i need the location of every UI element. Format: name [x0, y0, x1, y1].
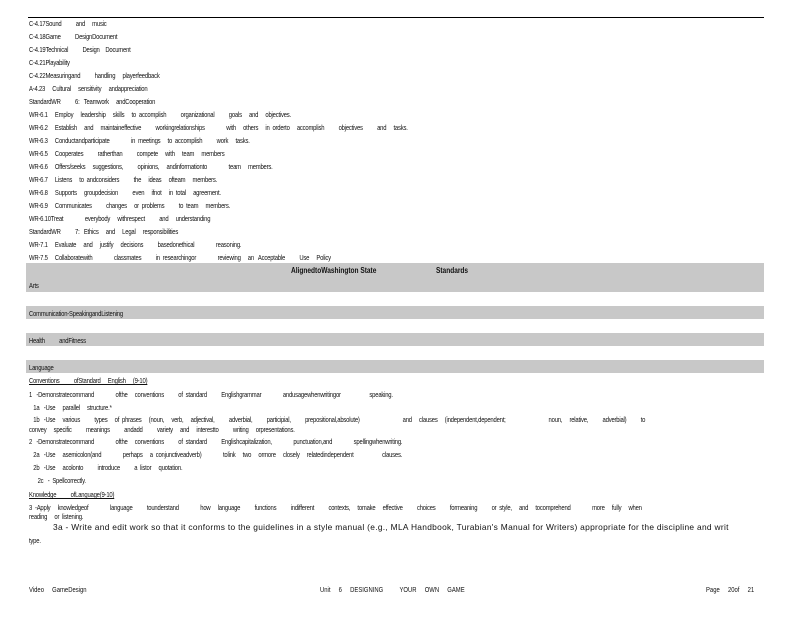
code-line: WR-6.3 Conductandparticipate in meetings to accomplish work tasks.	[29, 136, 250, 145]
standard-line: convey specific meanings andadd variety and interestto writing orpresentations.	[29, 425, 295, 434]
band-label-arts: Arts	[29, 281, 39, 290]
footer-page-number: Page 20of 21	[706, 585, 755, 594]
standard-line: type.	[29, 536, 41, 545]
code-line: A-4.23 Cultural sensitivity andappreciation	[29, 84, 148, 93]
standard-heading: StandardWR 7: Ethics and Legal responsibilities	[29, 227, 179, 236]
health-band	[26, 333, 764, 346]
code-line: WR-6.2 Establish and maintaineffective workingrelationships with others in orderto accomplish objectives and tasks.	[29, 123, 408, 132]
code-line: WR-7.1 Evaluate and justify decisions basedonethical reasoning.	[29, 240, 242, 249]
standard-line: 1a -Use parallel structure.*	[29, 403, 112, 412]
language-band	[26, 360, 764, 373]
standard-heading: StandardWR 6: Teamwork andCooperation	[29, 97, 156, 106]
standard-line: 3 -Apply knowledgeof language tounderstand how language functions indifferent contexts, tomake effective choices formeaning or style, and tocomprehend more fully when	[29, 503, 642, 512]
standard-line: 2 -Demonstratecommand ofthe conventions of standard Englishcapitalization, punctuation,and spellingwhenwriting.	[29, 437, 403, 446]
standard-line-3a: 3a - Write and edit work so that it conforms to the guidelines in a style manual (e.g., MLA Handbook, Turabian's Manual for Writers) appropriate for the discipline and writ	[53, 522, 729, 532]
footer-left: Video GameDesign	[29, 585, 87, 594]
band-label-health: Health andFitness	[29, 336, 86, 345]
standard-line: 1b -Use various types of phrases (noun, verb, adjectival, adverbial, participial, prepositional,absolute) and clauses (independent,dependent; noun, relative, adverbial) to	[29, 415, 646, 424]
standard-line: 2a -Use asemicolon(and perhaps a conjunctiveadverb) tolink two ormore closely relatedindependent clauses.	[29, 450, 403, 459]
footer-center: Unit 6 DESIGNING YOUR OWN GAME	[320, 585, 465, 594]
code-line: WR-6.6 Offers/seeks suggestions, opinions, andinformationto team members.	[29, 162, 273, 171]
code-line: C-4.21Playability	[29, 58, 70, 67]
code-line: WR-6.10Treat everybody withrespect and understanding	[29, 214, 211, 223]
top-rule	[28, 17, 764, 18]
aligned-title: AlignedtoWashington State	[291, 266, 377, 275]
standard-line: 2b -Use acolonto introduce a listor quotation.	[29, 463, 183, 472]
code-line: WR-7.5 Collaboratewith classmates in researchingor reviewing an Acceptable Use Policy	[29, 253, 331, 262]
code-line: C-4.17Sound and music	[29, 19, 107, 28]
code-line: C-4.22Measuringand handling playerfeedback	[29, 71, 160, 80]
standard-line: 1 -Demonstratecommand ofthe conventions of standard Englishgrammar andusagewhenwritingor speaking.	[29, 390, 393, 399]
standard-line: 2c - Spellcorrectly.	[29, 476, 86, 485]
band-label-communication: Communication-SpeakingandListening	[29, 309, 123, 318]
aligned-title-right: Standards	[436, 266, 469, 275]
aligned-band	[26, 263, 764, 292]
communication-band	[26, 306, 764, 319]
band-label-language: Language	[29, 363, 54, 372]
code-line: WR-6.5 Cooperates ratherthan compete with team members	[29, 149, 225, 158]
code-line: WR-6.1 Employ leadership skills to accomplish organizational goals and objectives.	[29, 110, 291, 119]
standard-line: reading or listening.	[29, 512, 84, 521]
code-line: WR-6.9 Communicates changes or problems to team members.	[29, 201, 231, 210]
code-line: WR-6.7 Listens to andconsiders the ideas ofteam members.	[29, 175, 218, 184]
code-line: WR-6.8 Supports groupdecision even ifnot in total agreement.	[29, 188, 221, 197]
knowledge-heading: Knowledge ofLanguage(9-10)	[29, 490, 115, 499]
code-line: C-4.19Technical Design Document	[29, 45, 131, 54]
conventions-heading: Conventions ofStandard English (9-10)	[29, 376, 148, 385]
code-line: C-4.18Game DesignDocument	[29, 32, 118, 41]
